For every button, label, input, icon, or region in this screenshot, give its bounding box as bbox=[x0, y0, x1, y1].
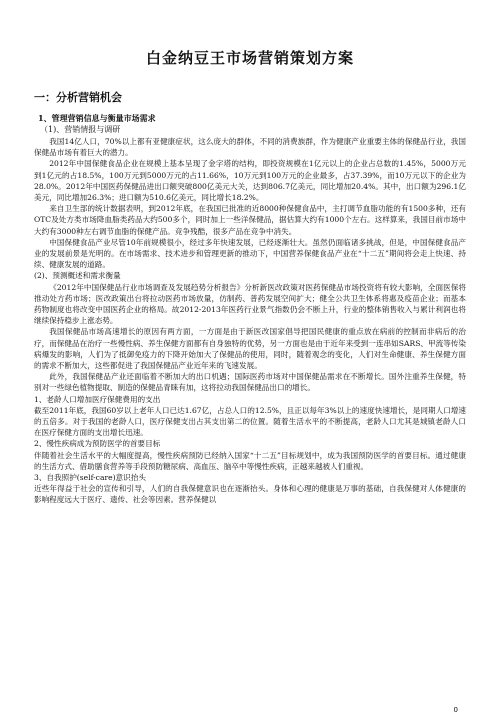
paragraph: 伴随着社会生活水平的大幅度提高，慢性疾病预防已经纳入国家“十二五”目标规划中，成为我国预防医学的首要目标。通过健康的生活方式、借助膳食营养等手段预防糖尿病、高血压、脑卒中等慢性疾病，正越来越被人们重视。 bbox=[34, 450, 466, 471]
paragraph: 此外，我国保健品产业还面临着不断加大的出口机遇；国际医药市场对中国保健品需求在不断增长。国外注重养生保健，特别对一些绿色植物提取、制造的保健品青睐有加，这将拉动我国保健品出口的增长。 bbox=[34, 372, 466, 393]
document-page bbox=[34, 0, 466, 506]
paragraph: 截至2011年底，我国60岁以上老年人口已达1.67亿，占总人口的12.5%，且正以每年3%以上的速度快速增长，是同期人口增速的五倍多。对于我国的老龄人口，医疗保健支出占其支出第二的位置。随着生活水平的不断提高，老龄人口尤其是城镇老龄人口在医疗保健方面的支出增长迅速。 bbox=[34, 405, 466, 438]
subsubsection-heading: （1)、营销情报与调研 bbox=[40, 125, 121, 134]
paragraph: 我国14亿人口，70%以上都有亚健康症状，这么庞大的群体，不同的消费族群，作为健康产业重要主体的保健品行业，我国保健品市场有着巨大的潜力。 bbox=[34, 137, 466, 158]
paragraph: 中国保健食品产业尽管10年前规模很小，经过多年快速发展，已经逐渐壮大。虽然仍面临诸多挑战，但是，中国保健食品产业的发展前景是光明的。在市场需求、技术进步和管理更新的推动下，中国营养保健食品产业在“十二五”期间将会走上快速、持续、健康发展的道路。 bbox=[34, 237, 466, 270]
paragraph: 2012年中国保健食品企业在规模上基本呈现了金字塔的结构，即投资规模在1亿元以上的企业占总数的1.45%，5000万元到1亿元的占18.5%，100万元到5000万元的占11.66%，10万元到100万元的企业最多，占37.39%，而10万元以下的企业为28.0%。2012年中国医药保健品进出口额突破800亿美元大关，达到806.7亿美元，同比增加20.4%。其中，出口额为296.1亿美元，同比增加26.3%；进口额为510.6亿美元，同比增长18.2%。 bbox=[34, 159, 466, 203]
document-title: 白金纳豆王市场营销策划方案 bbox=[145, 49, 354, 67]
paragraph: 近些年得益于社会的宣传和引导，人们的自我保健意识也在逐渐抬头。身体和心理的健康是万事的基础，自我保健对人体健康的影响程度远大于医疗、遗传、社会等因素。营养保健以 bbox=[34, 484, 466, 505]
paragraph: 《2012年中国保健品行业市场调查及发展趋势分析报告》分析新医改政策对医药保健品市场投资将有较大影响，全面医保将推动处方药市场；医改政策出台将拉动医药市场放量，仿制药、普药发展空间扩大；健全公共卫生体系将惠及疫苗企业；而基本药物制度也将改变中国医药企业的格局。故2012-2013年医药行业景气指数仍会不断上升，行业的整体销售收入与累计利润也将继续保持稳步上涨态势。 bbox=[34, 282, 466, 326]
section-heading: 一：分析营销机会 bbox=[34, 91, 122, 104]
paragraph: 来自卫生部的统计数据表明，到2012年底，在我国已批准的近8000种保健食品中，主打调节血脂功能的有1500多种，还有OTC及处方类市场降血脂类药品大约500多个，同时加上一些洋保健品，据估算大约有1000个左右。这样算来，我国目前市场中大约有3000种左右调节血脂的保健产品。竞争残酷，很多产品在竞争中消失。 bbox=[34, 204, 466, 236]
subsection-heading: 1、管理营销信息与衡量市场需求 bbox=[38, 113, 156, 123]
list-heading: 2、慢性疾病成为预防医学的首要目标 bbox=[34, 439, 161, 449]
list-heading: 3、自我照护(self-care)意识抬头 bbox=[34, 473, 146, 483]
paragraph: 我国保健品市场高速增长的原因有两方面，一方面是由于新医改国家倡导把国民健康的重点放在病前的控制而非病后的治疗，而保健品在治疗一些慢性病、养生保健方面都有自身独特的优势，另一方面也是由于近年来受到一连串如SARS、甲流等传染病爆发的影响，人们为了抵御免疫力的下降开始加大了保健品的使用，同时，随着观念的变化，人们对生命健康、养生保健方面的需求不断加大，这些都促进了我国保健品产业近年来的飞速发展。 bbox=[34, 327, 466, 371]
page-number: 0 bbox=[453, 706, 458, 714]
list-heading: 1、老龄人口增加医疗保健费用的支出 bbox=[34, 394, 161, 404]
subsubsection-heading: (2)、预测概述和需求衡量 bbox=[34, 271, 121, 281]
